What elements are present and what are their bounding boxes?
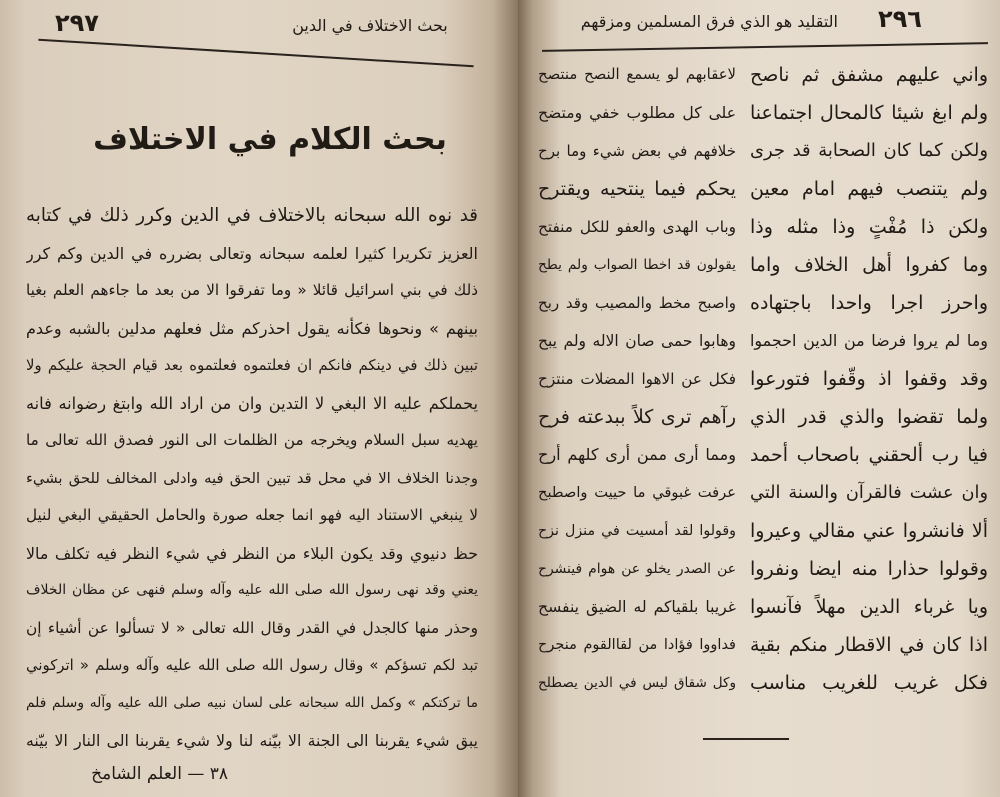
verse-row [538, 512, 988, 550]
verse-row [538, 94, 988, 132]
end-rule [703, 738, 789, 740]
verse-second-hemistich: فكل عن الاهوا المضلات منتزح [538, 370, 736, 388]
verse-first-hemistich: فكل غريب للغريب مناسب [750, 672, 988, 694]
verse-row [538, 664, 988, 702]
verse-first-hemistich: ولكن ذا مُفْتٍ وذا مثله وذا [750, 216, 988, 238]
verse-row [538, 322, 988, 360]
verse-first-hemistich: ولم يتنصب فيهم امام معين [750, 178, 988, 200]
verse-row [538, 474, 988, 512]
verse-second-hemistich: عن الصدر يخلو عن هوام فينشرح [538, 561, 736, 577]
verse-first-hemistich: واحرز اجرا واحدا باجتهاده [750, 292, 988, 314]
verse-second-hemistich: يحكم فيما ينتحيه ويقترح [538, 178, 736, 200]
page-number: ٢٩٦ [878, 5, 922, 33]
verse-row [538, 588, 988, 626]
verse-row [538, 246, 988, 284]
verse-second-hemistich: ومما أرى ممن أرى كلهم أرح [538, 445, 736, 464]
poem [538, 56, 988, 702]
body-line: حظ دنيوي وقد يكون البلاء من النظر في شيء النظر فيه تكلف مالا [26, 543, 478, 563]
verse-second-hemistich: فداووا فؤادا من لقاالقوم منجرح [538, 637, 736, 653]
right-page [518, 0, 1000, 797]
verse-row [538, 626, 988, 664]
verse-second-hemistich: وهابوا حمى صان الاله ولم يبح [538, 332, 736, 350]
verse-second-hemistich: وكل شقاق ليس في الدين يصطلح [538, 675, 736, 691]
body-line: يعني وقد نهى رسول الله صلى الله عليه وآله وسلم فنهى عن مظان الخلاف [26, 582, 478, 598]
verse-row [538, 170, 988, 208]
verse-row [538, 208, 988, 246]
verse-row [538, 550, 988, 588]
running-header: بحث الاختلاف في الدين [292, 16, 448, 35]
verse-second-hemistich: غريبا بلقياكم له الضيق ينفسح [538, 597, 736, 616]
verse-first-hemistich: ولم ابغ شيئا كالمحال اجتماعنا [750, 102, 988, 124]
body-text [26, 197, 478, 760]
body-line: العزيز تكريرا كثيرا لعلمه سبحانه وتعالى بضرره في الدين وكم كرر [26, 243, 478, 263]
verse-second-hemistich: عرفت غبوقي ما حييت واصطبح [538, 484, 736, 501]
verse-first-hemistich: وان عشت فالقرآن والسنة التي [750, 483, 988, 503]
body-line: تبين ذلك في دينكم فانكم ان فعلتموه فعلتموه بعد قيام الحجة عليكم ولا [26, 356, 478, 374]
page-number: ٢٩٧ [55, 9, 99, 37]
verse-first-hemistich: ويا غرباء الدين مهلاً فآنسوا [750, 596, 988, 618]
page-footer: ٣٨ — العلم الشامخ [91, 764, 228, 784]
verse-first-hemistich: ولما تقضوا والذي قدر الذي [750, 406, 988, 428]
body-line: ذلك في بني اسرائيل قائلا « وما تفرقوا الا من بعد ما جاءهم العلم بغيا [26, 281, 478, 299]
verse-first-hemistich: وقولوا حذارا منه ايضا ونفروا [750, 558, 988, 580]
verse-row [538, 398, 988, 436]
running-header: التقليد هو الذي فرق المسلمين ومزقهم [580, 12, 838, 31]
verse-first-hemistich: وما كفروا أهل الخلاف واما [750, 254, 988, 276]
verse-first-hemistich: ألا فانشروا عني مقالي وعيروا [750, 520, 988, 542]
body-line: يهديه سبل السلام ويخرجه من الظلمات الى النور فصدق الله تعالى ما [26, 431, 478, 449]
verse-first-hemistich: وما لم يروا فرضا من الدين احجموا [750, 331, 988, 350]
body-line: قد نوه الله سبحانه بالاختلاف في الدين وكرر ذلك في كتابه [26, 205, 478, 226]
verse-second-hemistich: واصبح مخط والمصيب وقد ربح [538, 294, 736, 312]
verse-first-hemistich: واني عليهم مشفق ثم ناصح [750, 64, 988, 86]
section-title: بحث الكلام في الاختلاف [93, 122, 447, 157]
verse-second-hemistich: رآهم ترى كلاً ببدعته فرح [538, 406, 736, 428]
body-line: يبق شيء يقربنا الى الجنة الا بيّنه لنا ولا شيء يقربنا الى النار الا بيّنه [26, 731, 478, 750]
body-line: وجدنا الخلاف الا في محل قد تبين الحق فيه وادلى المخالف للحق بشيء [26, 469, 478, 487]
body-line: بينهم » ونحوها فكأنه يقول احذركم مثل فعلهم مدلين بالشبه وعدم [26, 318, 478, 338]
body-line: تبد لكم تسؤكم » وقال رسول الله صلى الله عليه وآله وسلم « اتركوني [26, 656, 478, 674]
verse-second-hemistich: على كل مطلوب خفي ومتضح [538, 104, 736, 122]
verse-first-hemistich: اذا كان في الاقطار منكم بقية [750, 634, 988, 656]
verse-second-hemistich: خلافهم في بعض شيء وما برح [538, 142, 736, 160]
verse-second-hemistich: وقولوا لقد أمسيت في منزل نزح [538, 523, 736, 539]
verse-second-hemistich: وباب الهدى والعفو للكل منفتح [538, 218, 736, 236]
header-rule [38, 39, 473, 68]
verse-first-hemistich: وقد وقفوا اذ وقّفوا فتورعوا [750, 368, 988, 390]
verse-row [538, 132, 988, 170]
verse-row [538, 284, 988, 322]
body-line: ما تركتكم » وكمل الله سبحانه على لسان نبيه صلى الله عليه وآله وسلم فلم [26, 694, 478, 711]
verse-first-hemistich: ولكن كما كان الصحابة قد جرى [750, 140, 988, 161]
verse-second-hemistich: يقولون قد اخطا الصواب ولم يطح [538, 257, 736, 273]
verse-row [538, 436, 988, 474]
body-line: يحملكم عليه الا البغي لا التدين وان من اراد الله وابتغ رضوانه فانه [26, 393, 478, 413]
verse-second-hemistich: لاعقابهم لو يسمع النصح منتصح [538, 66, 736, 83]
body-line: لا ينبغي الاستناد اليه فهو انما جعله صورة والحامل الحقيقي البغي لنيل [26, 506, 478, 524]
verse-first-hemistich: فيا رب ألحقني باصحاب أحمد [750, 444, 988, 466]
verse-row [538, 360, 988, 398]
verse-row [538, 56, 988, 94]
header-rule [542, 42, 988, 52]
body-line: وحذر منها كالجدل في القدر وقال الله تعالى « لا تسألوا عن أشياء إن [26, 618, 478, 637]
